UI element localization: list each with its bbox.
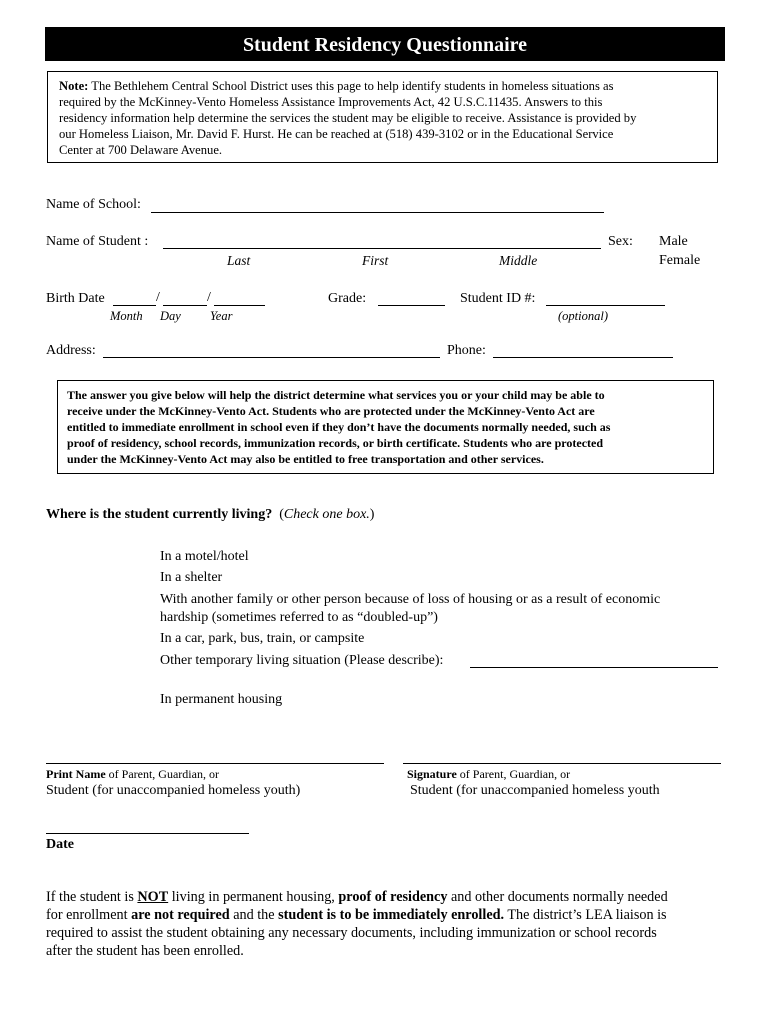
footer-line-1: If the student is NOT living in permanent housing, proof of residency and other documents normally needed	[46, 889, 668, 905]
first-name-caption: First	[362, 253, 389, 268]
footer-line-2: for enrollment are not required and the student is to be immediately enrolled. The district’s LEA liaison is	[46, 907, 667, 923]
info-line-1: The answer you give below will help the district determine what services you or your child may be able to	[67, 388, 605, 402]
checkbox-permanent[interactable]	[138, 695, 150, 707]
option-car: In a car, park, bus, train, or campsite	[160, 631, 365, 646]
checkbox-doubled-up[interactable]	[138, 595, 150, 607]
date-line[interactable]	[46, 833, 249, 834]
date-caption: Date	[46, 837, 74, 852]
option-doubled-up-cont: hardship (sometimes referred to as “doubled-up”)	[160, 610, 438, 625]
birth-month-field[interactable]	[113, 305, 156, 306]
footer-line-4: after the student has been enrolled.	[46, 943, 244, 959]
checkbox-motel[interactable]	[138, 552, 150, 564]
note-line-2: required by the McKinney-Vento Homeless Assistance Improvements Act, 42 U.S.C.11435. Answers to this	[59, 95, 603, 109]
print-name-line[interactable]	[46, 763, 384, 764]
info-line-3: entitled to immediate enrollment in school even if they don’t have the documents normally needed, such as	[67, 420, 611, 434]
middle-name-caption: Middle	[499, 253, 538, 268]
address-label: Address:	[46, 343, 96, 358]
date-separator: /	[207, 290, 211, 305]
footer-line-3: required to assist the student obtaining any necessary documents, including immunization or school records	[46, 925, 657, 941]
grade-field[interactable]	[378, 305, 445, 306]
option-doubled-up: With another family or other person because of loss of housing or as a result of economic	[160, 592, 661, 607]
not-emphasis: NOT	[137, 889, 169, 905]
address-field[interactable]	[103, 357, 440, 358]
day-caption: Day	[160, 309, 181, 323]
checkbox-other[interactable]	[138, 656, 150, 668]
note-line-5: Center at 700 Delaware Avenue.	[59, 143, 223, 157]
option-permanent: In permanent housing	[160, 692, 283, 707]
phone-field[interactable]	[493, 357, 673, 358]
page-title: Student Residency Questionnaire	[45, 27, 725, 61]
sex-label: Sex:	[608, 234, 633, 249]
student-id-label: Student ID #:	[460, 291, 536, 306]
note-line-4: our Homeless Liaison, Mr. David F. Hurst. He can be reached at (518) 439-3102 or in the Educational Service	[59, 127, 614, 141]
date-separator: /	[156, 290, 160, 305]
checkbox-shelter[interactable]	[138, 573, 150, 585]
sex-option-female[interactable]: Female	[659, 253, 701, 268]
option-other: Other temporary living situation (Please describe):	[160, 653, 444, 668]
checkbox-car[interactable]	[138, 634, 150, 646]
print-name-caption-2: Student (for unaccompanied homeless youth)	[46, 783, 301, 798]
last-name-caption: Last	[227, 253, 251, 268]
note-box	[47, 71, 718, 163]
sex-option-male[interactable]: Male	[659, 234, 688, 249]
school-label: Name of School:	[46, 197, 141, 212]
phone-label: Phone:	[447, 343, 486, 358]
info-line-4: proof of residency, school records, immunization records, or birth certificate. Students who are protected	[67, 436, 604, 450]
signature-caption-2: Student (for unaccompanied homeless youth	[410, 783, 660, 798]
info-line-2: receive under the McKinney-Vento Act. Students who are protected under the McKinney-Vento Act are	[67, 404, 595, 418]
birth-day-field[interactable]	[163, 305, 207, 306]
note-line-1: Note: The Bethlehem Central School District uses this page to help identify students in homeless situations as	[59, 79, 614, 93]
living-question: Where is the student currently living? (Check one box.)	[46, 507, 375, 522]
student-name-field[interactable]	[163, 248, 601, 249]
year-caption: Year	[210, 309, 233, 323]
signature-caption: Signature of Parent, Guardian, or	[407, 767, 571, 781]
info-line-5: under the McKinney-Vento Act may also be entitled to free transportation and other services.	[67, 452, 544, 466]
note-line-3: residency information help determine the services the student may be eligible to receive. Assistance is provided by	[59, 111, 637, 125]
month-caption: Month	[110, 309, 143, 323]
info-box	[57, 380, 714, 474]
school-field[interactable]	[151, 212, 604, 213]
grade-label: Grade:	[328, 291, 367, 306]
option-shelter: In a shelter	[160, 570, 223, 585]
student-name-label: Name of Student :	[46, 234, 149, 249]
other-describe-field[interactable]	[470, 667, 718, 668]
birth-date-label: Birth Date	[46, 291, 105, 306]
signature-line[interactable]	[403, 763, 721, 764]
note-label: Note:	[59, 79, 89, 93]
student-id-field[interactable]	[546, 305, 665, 306]
optional-caption: (optional)	[558, 309, 608, 323]
option-motel: In a motel/hotel	[160, 549, 249, 564]
birth-year-field[interactable]	[214, 305, 265, 306]
print-name-caption: Print Name of Parent, Guardian, or	[46, 767, 219, 781]
